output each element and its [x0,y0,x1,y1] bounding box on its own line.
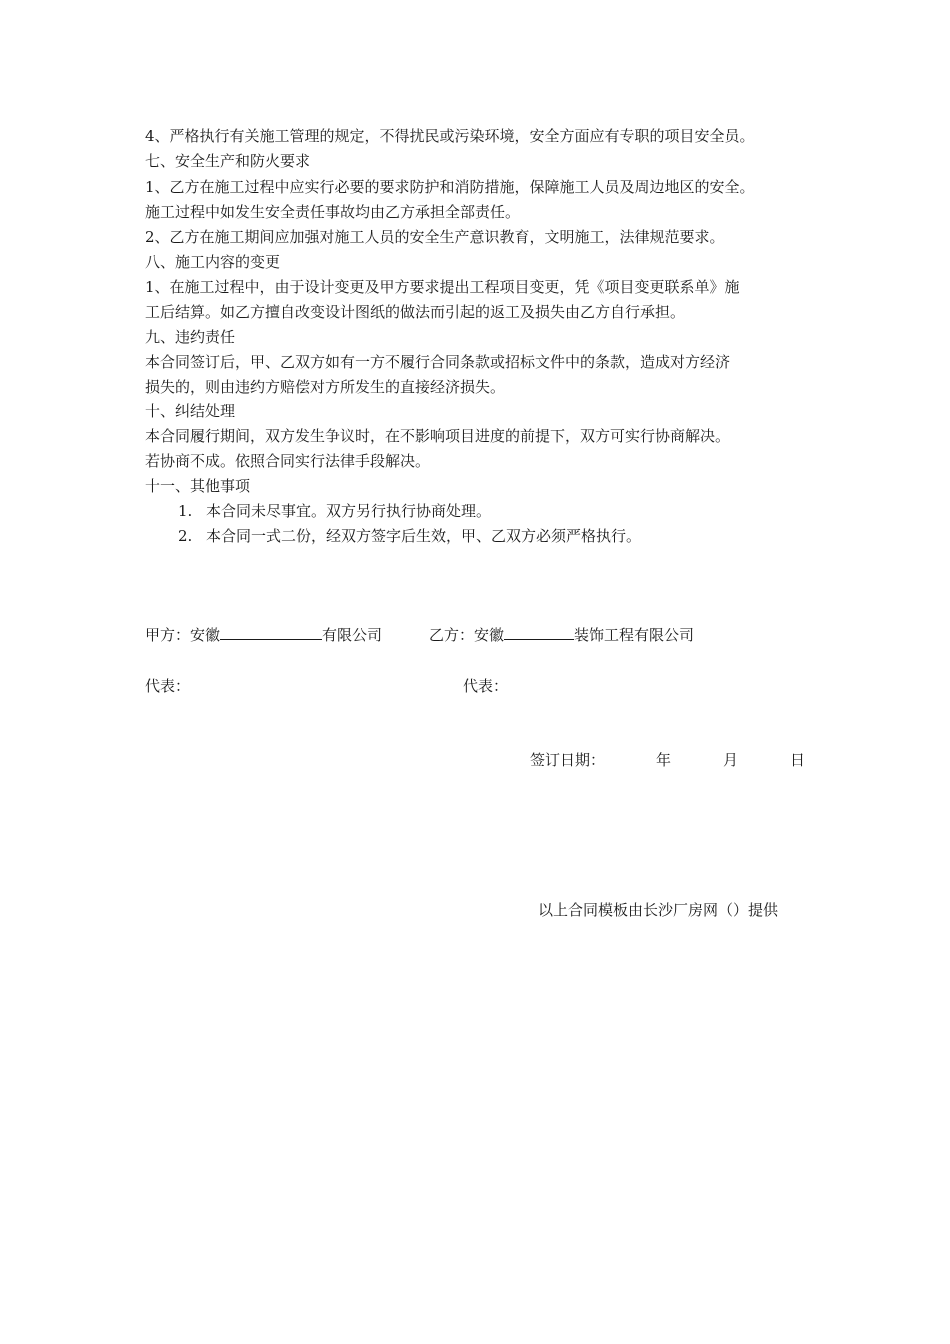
clause-8-1-line2: 工后结算。如乙方擅自改变设计图纸的做法而引起的返工及损失由乙方自行承担。 [145,303,686,321]
party-b-suffix: 装饰工程有限公司 [574,626,695,644]
clause-7-1-line1: 1、乙方在施工过程中应实行必要的要求防护和消防措施，保障施工人员及周边地区的安全。 [145,178,755,196]
party-a-suffix: 有限公司 [322,626,383,644]
list-item-number: 2. [178,527,193,545]
list-item [178,501,491,521]
clause-9-line1: 本合同签订后，甲、乙双方如有一方不履行合同条款或招标文件中的条款，造成对方经济 [145,353,731,371]
clause-9-line2: 损失的，则由违约方赔偿对方所发生的直接经济损失。 [145,378,506,396]
party-b-representative-label: 代表： [463,677,509,695]
section-7-title: 七、安全生产和防火要求 [145,152,311,170]
footer-note: 以上合同模板由长沙厂房网（）提供 [538,901,779,919]
clause-8-1-line1: 1、在施工过程中，由于设计变更及甲方要求提出工程项目变更，凭《项目变更联系单》施 [145,278,740,296]
party-b-prefix: 乙方：安徽 [429,626,505,644]
list-item [178,526,641,546]
signing-date-day: 日 [790,751,806,769]
section-9-title: 九、违约责任 [145,328,236,346]
signing-date-year: 年 [656,751,672,769]
party-a-representative-label: 代表： [145,677,191,695]
section-11-title: 十一、其他事项 [145,477,251,495]
party-b-name-blank [504,625,574,640]
party-a-line [145,625,382,645]
party-b-line [429,625,694,645]
list-item-number: 1. [178,502,193,520]
list-item-text: 本合同未尽事宜。双方另行执行协商处理。 [206,502,492,520]
party-a-name-blank [220,625,322,640]
signing-date-label: 签订日期： [530,751,606,769]
section-10-title: 十、纠结处理 [145,402,236,420]
party-a-prefix: 甲方：安徽 [145,626,221,644]
clause-6-4: 4、严格执行有关施工管理的规定，不得扰民或污染环境，安全方面应有专职的项目安全员。 [145,127,755,145]
list-item-text: 本合同一式二份，经双方签字后生效，甲、乙双方必须严格执行。 [206,527,642,545]
signing-date-month: 月 [723,751,739,769]
clause-7-1-line2: 施工过程中如发生安全责任事故均由乙方承担全部责任。 [145,203,521,221]
clause-7-2: 2、乙方在施工期间应加强对施工人员的安全生产意识教育，文明施工，法律规范要求。 [145,228,725,246]
clause-10-line1: 本合同履行期间，双方发生争议时，在不影响项目进度的前提下，双方可实行协商解决。 [145,427,731,445]
clause-10-line2: 若协商不成。依照合同实行法律手段解决。 [145,452,431,470]
section-8-title: 八、施工内容的变更 [145,253,281,271]
